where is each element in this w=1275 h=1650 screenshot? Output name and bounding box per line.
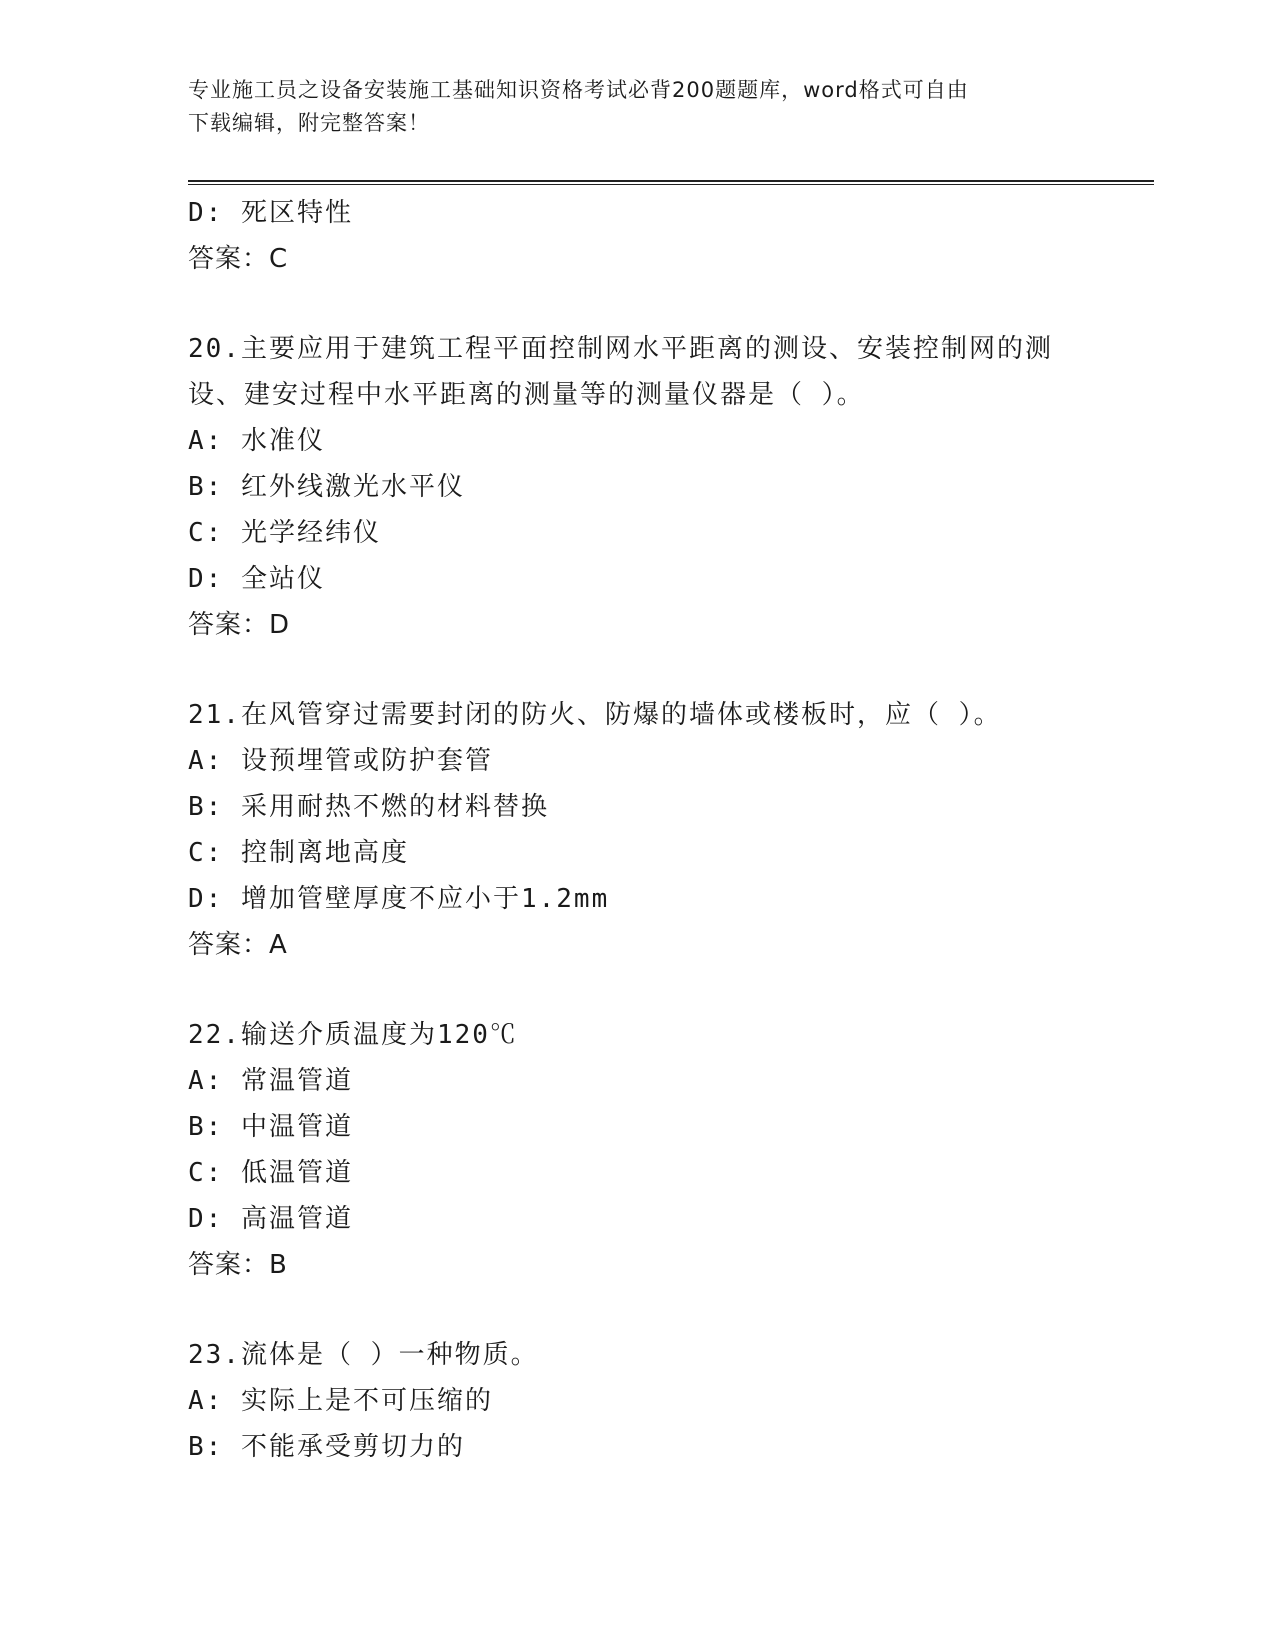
document-header <box>188 74 1078 140</box>
option-d: D: 死区特性 <box>188 198 353 228</box>
option-a: A: 实际上是不可压缩的 <box>188 1386 493 1416</box>
option-c: C: 低温管道 <box>188 1158 353 1188</box>
answer-line: 答案：A <box>188 930 288 960</box>
question-23 <box>188 1332 1088 1470</box>
header-divider-thick <box>188 180 1154 182</box>
option-b: B: 不能承受剪切力的 <box>188 1432 465 1462</box>
option-d: D: 增加管壁厚度不应小于1.2mm <box>188 884 610 914</box>
answer-line: 答案：D <box>188 610 291 640</box>
answer-line: 答案：C <box>188 244 289 274</box>
option-b: B: 采用耐热不燃的材料替换 <box>188 792 549 822</box>
question-stem-continued: 设、建安过程中水平距离的测量等的测量仪器是（ ）。 <box>188 380 865 410</box>
question-stem: 23.流体是（ ）一种物质。 <box>188 1340 539 1370</box>
option-b: B: 中温管道 <box>188 1112 353 1142</box>
header-line-2: 下载编辑，附完整答案！ <box>188 111 430 135</box>
question-stem: 21.在风管穿过需要封闭的防火、防爆的墙体或楼板时，应（ ）。 <box>188 700 1002 730</box>
option-a: A: 设预埋管或防护套管 <box>188 746 493 776</box>
option-d: D: 全站仪 <box>188 564 325 594</box>
question-21 <box>188 692 1088 968</box>
option-c: C: 控制离地高度 <box>188 838 409 868</box>
header-line-1: 专业施工员之设备安装施工基础知识资格考试必背200题题库，word格式可自由 <box>188 78 969 102</box>
question-22 <box>188 1012 1088 1288</box>
option-b: B: 红外线激光水平仪 <box>188 472 465 502</box>
option-a: A: 水准仪 <box>188 426 325 456</box>
question-20 <box>188 326 1088 648</box>
option-d: D: 高温管道 <box>188 1204 353 1234</box>
option-a: A: 常温管道 <box>188 1066 353 1096</box>
option-c: C: 光学经纬仪 <box>188 518 381 548</box>
answer-line: 答案：B <box>188 1250 288 1280</box>
question-stem: 22.输送介质温度为120℃ <box>188 1020 518 1050</box>
question-stem: 20.主要应用于建筑工程平面控制网水平距离的测设、安装控制网的测 <box>188 334 1053 364</box>
header-divider-thin <box>188 184 1154 185</box>
previous-question-tail <box>188 190 1088 282</box>
question-list <box>188 190 1088 1470</box>
